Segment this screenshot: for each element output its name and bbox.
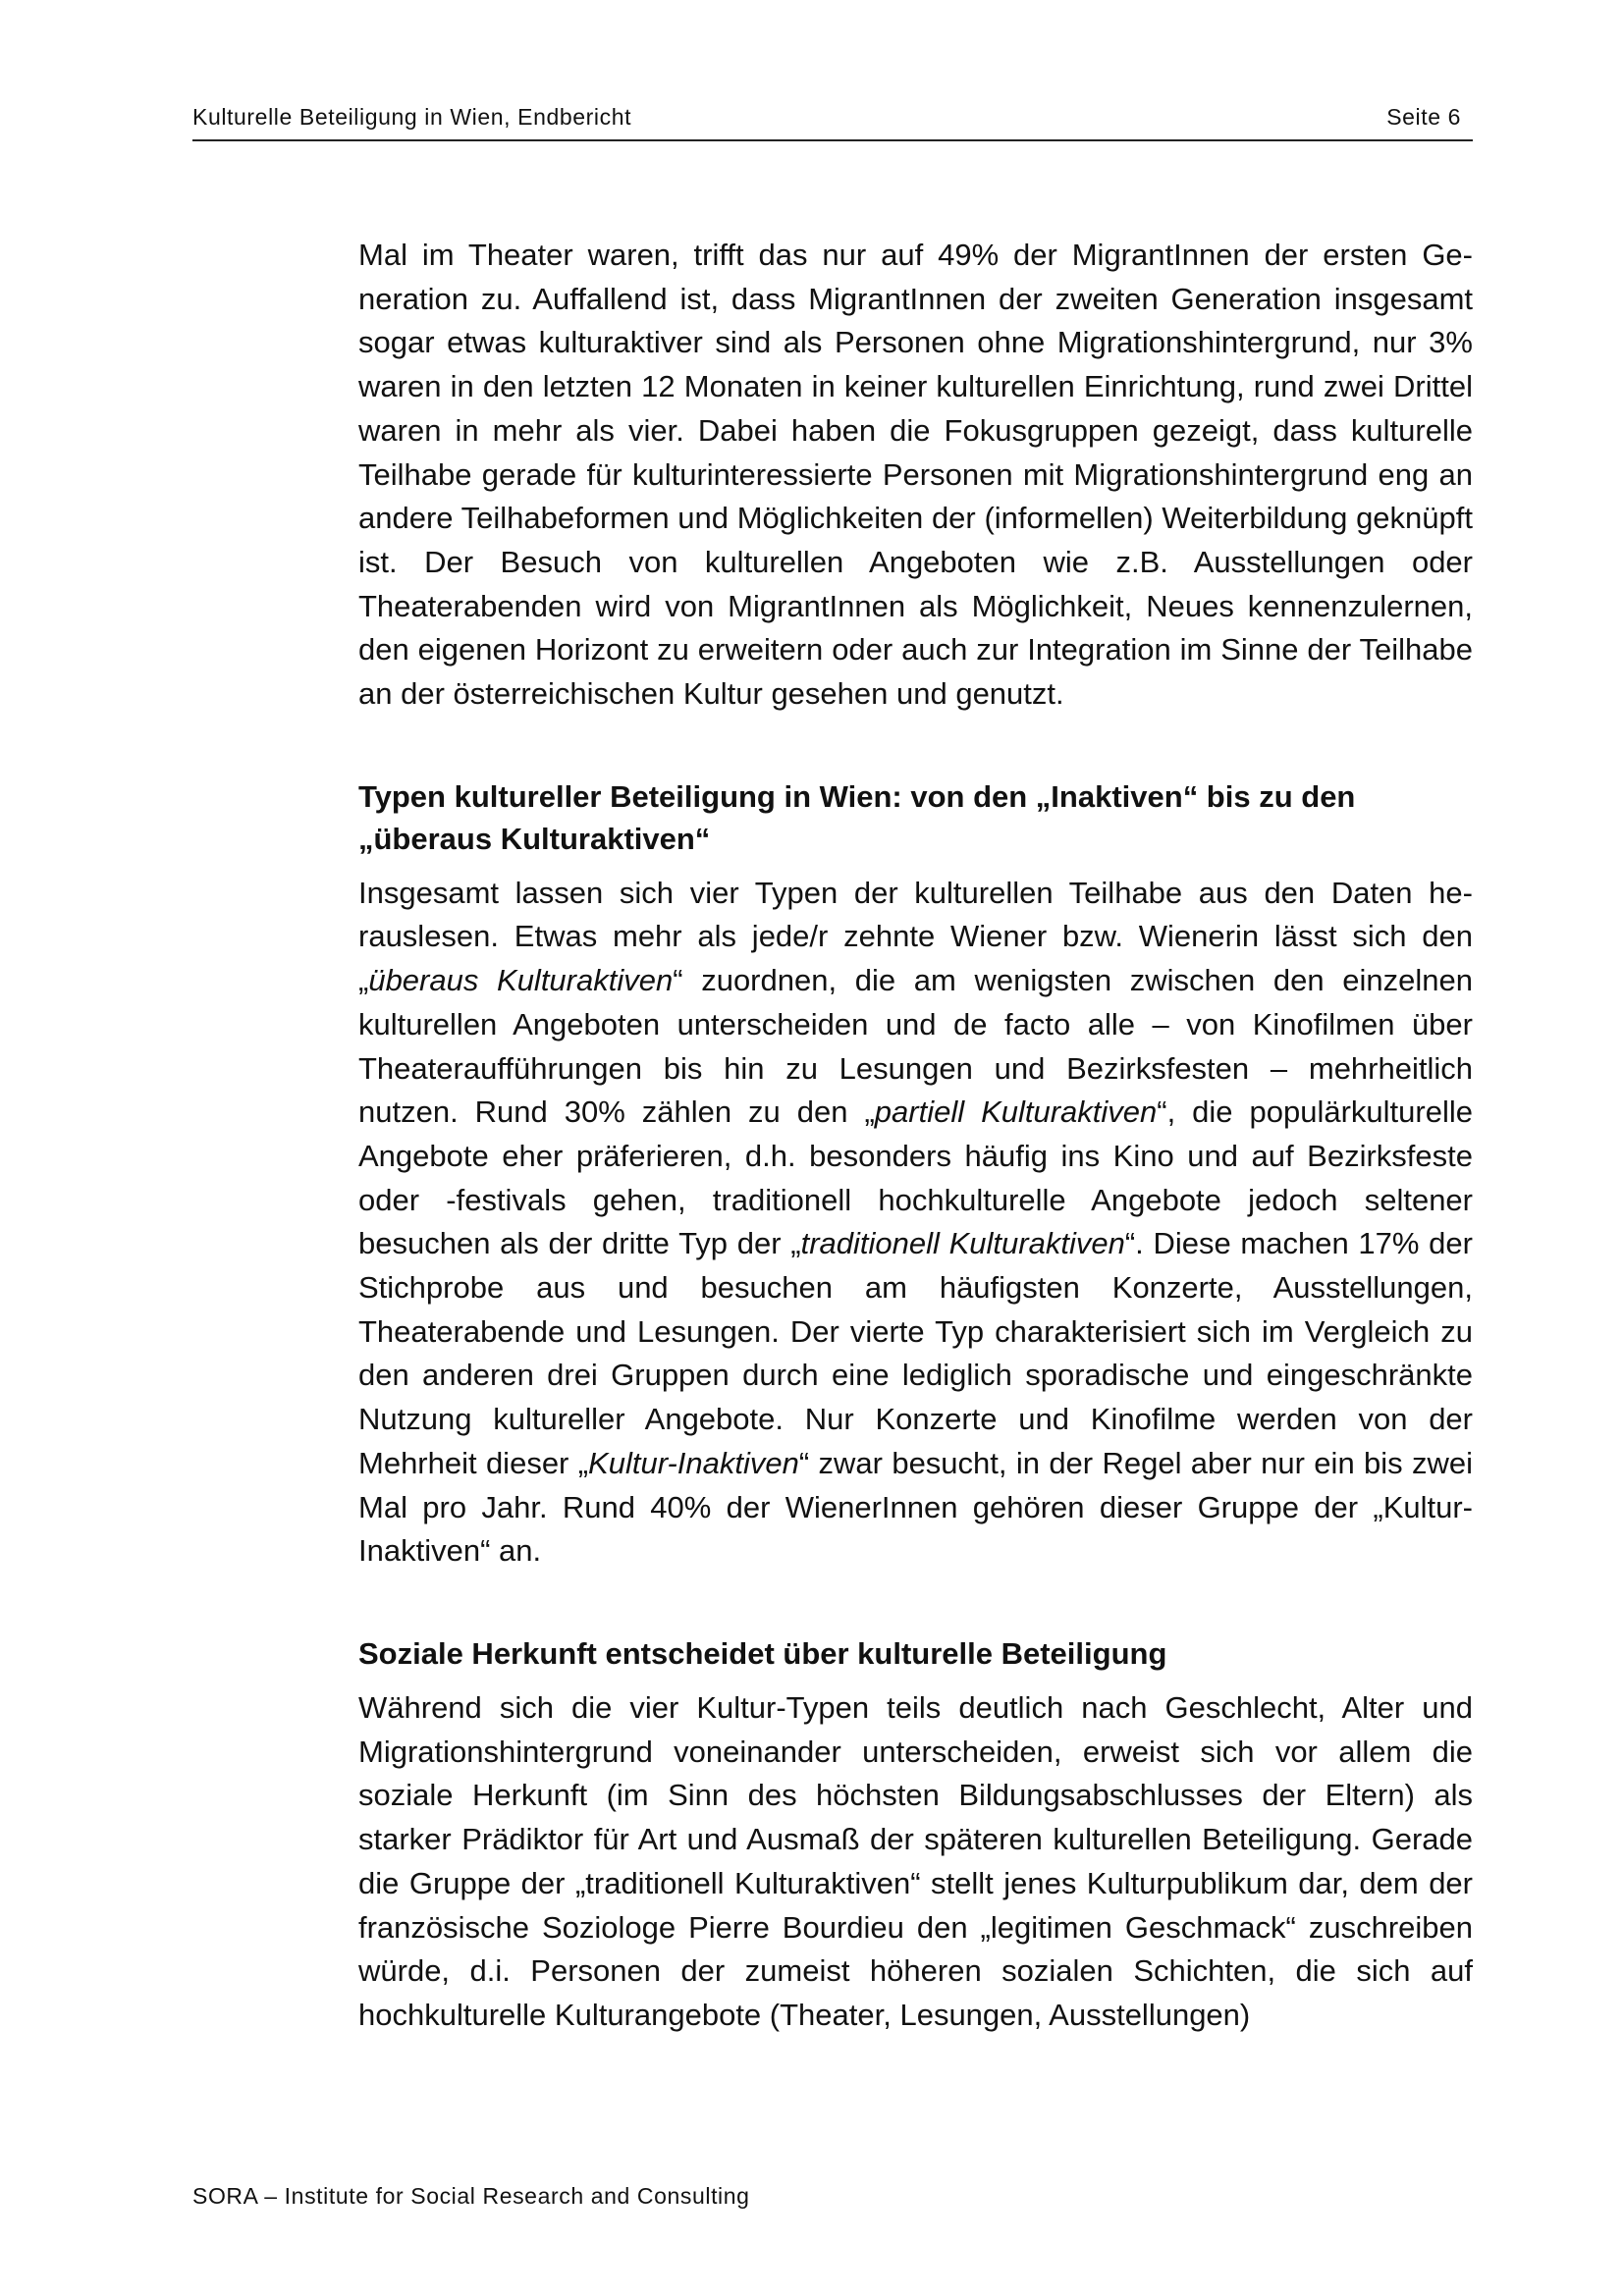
paragraph-types-text-4: “. Diese machen 17% der Stichprobe aus und besuchen am häufigsten Konzerte, Ausstellungen, Theaterabende und Lesungen. Der vierte Typ charakterisiert sich im Vergleich zu den anderen drei Gruppen durch eine lediglich sporadische und eingeschränkte Nutzung kultureller Angebote. Nur Konzerte und Kinofilme werden von der Mehrheit dieser „	[358, 1226, 1473, 1480]
paragraph-migration: Mal im Theater waren, trifft das nur auf 49% der MigrantInnen der ersten Generation zu. Auffallend ist, dass MigrantInnen der zweiten Generation insgesamt sogar etwas kulturaktiver sind als Personen ohne Migrationshintergrund, nur 3% waren in den letzten 12 Monaten in keiner kulturellen Einrichtung, rund zwei Drittel waren in mehr als vier. Dabei haben die Fokusgruppen gezeigt, dass kulturelle Teilhabe gerade für kulturinteressierte Personen mit Migrationshintergrund eng an andere Teilhabeformen und Möglichkeiten der (informellen) Weiterbildung geknüpft ist. Der Besuch von kulturellen Angeboten wie z.B. Ausstellungen oder Theaterabenden wird von MigrantInnen als Möglichkeit, Neues kennenzulernen, den eigenen Horizont zu erweitern oder auch zur Integration im Sinne der Teilhabe an der österreichischen Kultur gesehen und genutzt.	[358, 238, 1473, 712]
term-kultur-inaktive: Kultur-Inaktiven	[588, 1445, 799, 1480]
term-ueberaus-kulturaktive: überaus Kulturaktiven	[368, 963, 674, 998]
document-title: Kulturelle Beteiligung in Wien, Endbericht	[192, 104, 632, 130]
paragraph-types	[358, 872, 1473, 1574]
paragraph-types-text-5: “ zwar besucht, in der Regel aber nur ein bis zwei Mal pro Jahr. Rund 40% der WienerInnen gehören dieser Gruppe der „Kultur-Inaktiven“ an.	[358, 1445, 1473, 1569]
paragraph-types-text-3: “, die populärkulturelle Angebote eher präferieren, d.h. besonders häufig ins Kino und auf Bezirksfeste oder -festivals gehen, traditionell hochkulturelle Angebote jedoch seltener besuchen als der dritte Typ der „	[358, 1095, 1473, 1261]
paragraph-social-origin: Während sich die vier Kultur-Typen teils deutlich nach Geschlecht, Alter und Migrationshintergrund voneinander unterscheiden, erweist sich vor allem die soziale Herkunft (im Sinn des höchsten Bildungsabschlusses der Eltern) als starker Prädiktor für Art und Ausmaß der späteren kulturellen Beteiligung. Gerade die Gruppe der „traditionell Kulturaktiven“ stellt jenes Kulturpublikum dar, dem der französische Soziologe Pierre Bourdieu den „legitimen Geschmack“ zuschreiben würde, d.i. Personen der zumeist höheren sozialen Schichten, die sich auf hochkulturelle Kulturangebote (Theater, Lesungen, Ausstellungen)	[358, 1689, 1473, 2032]
paragraph-types-text-2: “ zuordnen, die am wenigsten zwischen den einzelnen kulturellen Angeboten unterscheiden und de facto alle – von Kinofilmen über Theateraufführungen bis hin zu Lesungen und Bezirksfesten – mehrheitlich nutzen. Rund 30% zählen zu den „	[358, 963, 1473, 1130]
term-traditionell-kulturaktive: traditionell Kulturaktiven	[800, 1226, 1125, 1261]
page-header	[192, 102, 1473, 141]
section-heading-types: Typen kultureller Beteiligung in Wien: von den „Inaktiven“ bis zu den „überaus Kulturaktiven“	[358, 778, 1356, 856]
page-footer: SORA – Institute for Social Research and Consulting	[192, 2183, 750, 2209]
page-number: Seite 6	[1386, 104, 1461, 130]
paragraph-types-text-1: Insgesamt lassen sich vier Typen der kulturellen Teilhabe aus den Daten herauslesen. Etwas mehr als jede/r zehnte Wiener bzw. Wienerin lässt sich den „	[358, 875, 1473, 998]
term-partiell-kulturaktive: partiell Kulturaktiven	[874, 1095, 1158, 1130]
section-heading-social-origin: Soziale Herkunft entscheidet über kulturelle Beteiligung	[358, 1635, 1167, 1671]
main-content	[358, 234, 1473, 2038]
